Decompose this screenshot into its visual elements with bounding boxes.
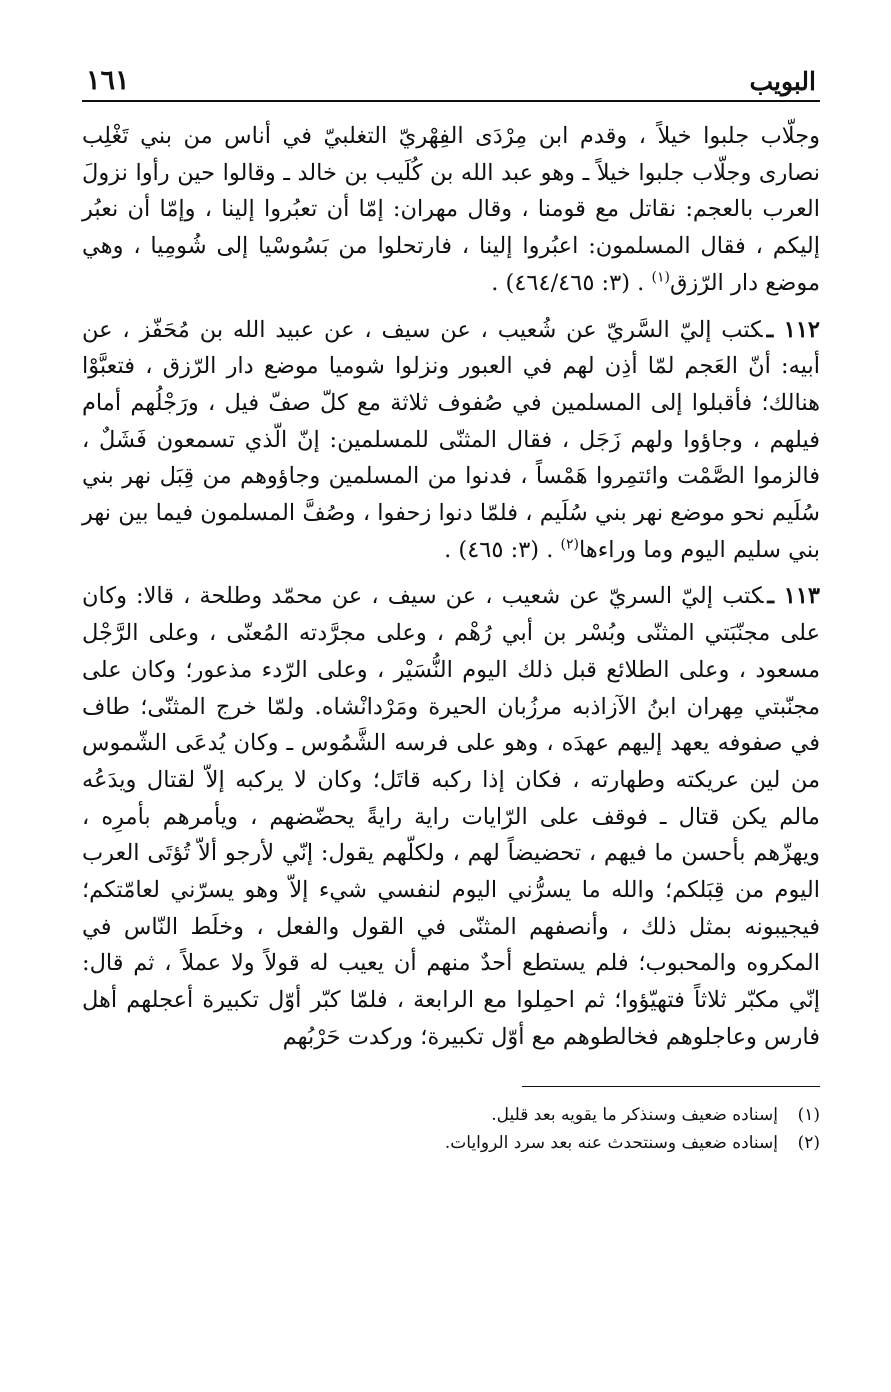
paragraph-number: ١١٢ ـ [766,316,820,343]
paragraph-text: كتب إليّ السَّريّ عن شُعيب ، عن سيف ، عن عبيد الله بن مُحَفّز ، عن أبيه: أنّ العَجم لمّا أذِن لهم في العبور ونزلوا شوميا موضع دار الرّزق ، فتعبَّوْا هنالك؛ فأقبلوا إلى المسلمين في صُفوف ثلاثة مع كلّ صفّ فيل ، ورَجْلُهم أمام فيلهم ، وجاؤوا ولهم زَجَل ، فقال المثنّى للمسلمين: إنّ الّذي تسمعون فَشَلٌ ، فالزموا الصَّمْت وائتمِروا هَمْساً ، فدنوا من المسلمين وجاؤوهم من قِبَل نهر بني سُلَيم نحو موضع نهر بني سُلَيم ، فلمّا دنوا زحفوا ، وصُفَّ المسلمون فيما بين نهر بني سليم اليوم وما وراءها [82,316,820,563]
book-page [82,60,820,1157]
running-title: البويب [749,67,816,96]
footnote-1 [82,1101,820,1129]
header-rule [82,100,820,102]
page-number: ١٦١ [86,65,130,96]
footnote-rule [522,1086,820,1087]
footnote-text: إسناده ضعيف وسنتحدث عنه بعد سرد الروايات. [444,1132,778,1153]
paragraph-113 [82,578,820,1055]
paragraph-112 [82,312,820,569]
paragraph-1 [82,118,820,302]
footnotes [82,1101,820,1157]
citation: . (٣: ٤٦٤/٤٦٥) . [491,269,645,296]
paragraph-text: كتب إليّ السريّ عن شعيب ، عن سيف ، عن محمّد وطلحة ، قالا: وكان على مجنّبَتي المثنّى وبُسْر بن أبي رُهْم ، وعلى مجرَّدته المُعنّى ، وعلى الرَّجْل مسعود ، وعلى الطلائع قبل ذلك اليوم النُّسَيْر ، وعلى الرّدء مذعور؛ وكان على مجنّبتي مِهران ابنُ الآزاذبه مرزُبان الحيرة ومَرْدانْشاه. ولمّا خرج المثنّى؛ طاف في صفوفه يعهد إليهم عهدَه ، وهو على فرسه الشَّمُوس ـ وكان يُدعَى الشّموس من لين عريكته وطهارته ، فكان إذا ركبه قاتَل؛ وكان لا يركبه إلاّ لقتال ويدَعُه مالم يكن قتال ـ فوقف على الرّايات راية رايةً يحضّضهم ، ويأمرهم بأمرِه ، ويهزّهم بأحسن ما فيهم ، تحضيضاً لهم ، ولكلّهم يقول: إنّي لأرجو ألاّ تُؤتَى العرب اليوم من قِبَلكم؛ والله ما يسرُّني اليوم لنفسي شيء إلاّ وهو يسرّني لعامّتكم؛ فيجيبونه بمثل ذلك ، وأنصفهم المثنّى في القول والفعل ، وخلَط النّاس في المكروه والمحبوب؛ فلم يستطع أحدٌ منهم أن يعيب له قولاً ولا عملاً ، ثم قال: إنّي مكبّر ثلاثاً فتهيّؤوا؛ ثم احمِلوا مع الرابعة ، فلمّا كبّر أوّل تكبيرة أعجلهم أهل فارس وعاجلوهم فخالطوهم مع أوّل تكبيرة؛ وركدت حَرْبُهم [82,583,820,1050]
page-header [82,60,820,96]
footnote-mark: (١) [651,269,670,286]
paragraph-text: وجلّاب جلبوا خيلاً ، وقدم ابن مِرْدَى الفِهْريّ التغلبيّ في أناس من بني تَغْلِب نصارى وجلّاب جلبوا خيلاً ـ وهو عبد الله بن كُلَيب بن خالد ـ وقالوا حين رأوا نزولَ العرب بالعجم: نقاتل مع قومنا ، وقال مهران: إمّا أن تعبُروا إلينا ، وإمّا أن نعبُر إليكم ، فقال المسلمون: اعبُروا إلينا ، فارتحلوا من بَسُوسْيا إلى شُومِيا ، وهي موضع دار الرّزق [82,123,820,296]
footnote-2 [82,1129,820,1157]
footnote-mark: (٢) [560,536,579,553]
citation: . (٣: ٤٦٥) . [444,536,554,563]
paragraph-number: ١١٣ ـ [767,583,820,610]
footnote-number: (١) [797,1104,820,1125]
footnote-text: إسناده ضعيف وسنذكر ما يقويه بعد قليل. [491,1104,778,1125]
footnote-number: (٢) [797,1132,820,1153]
body-text [82,118,820,1056]
